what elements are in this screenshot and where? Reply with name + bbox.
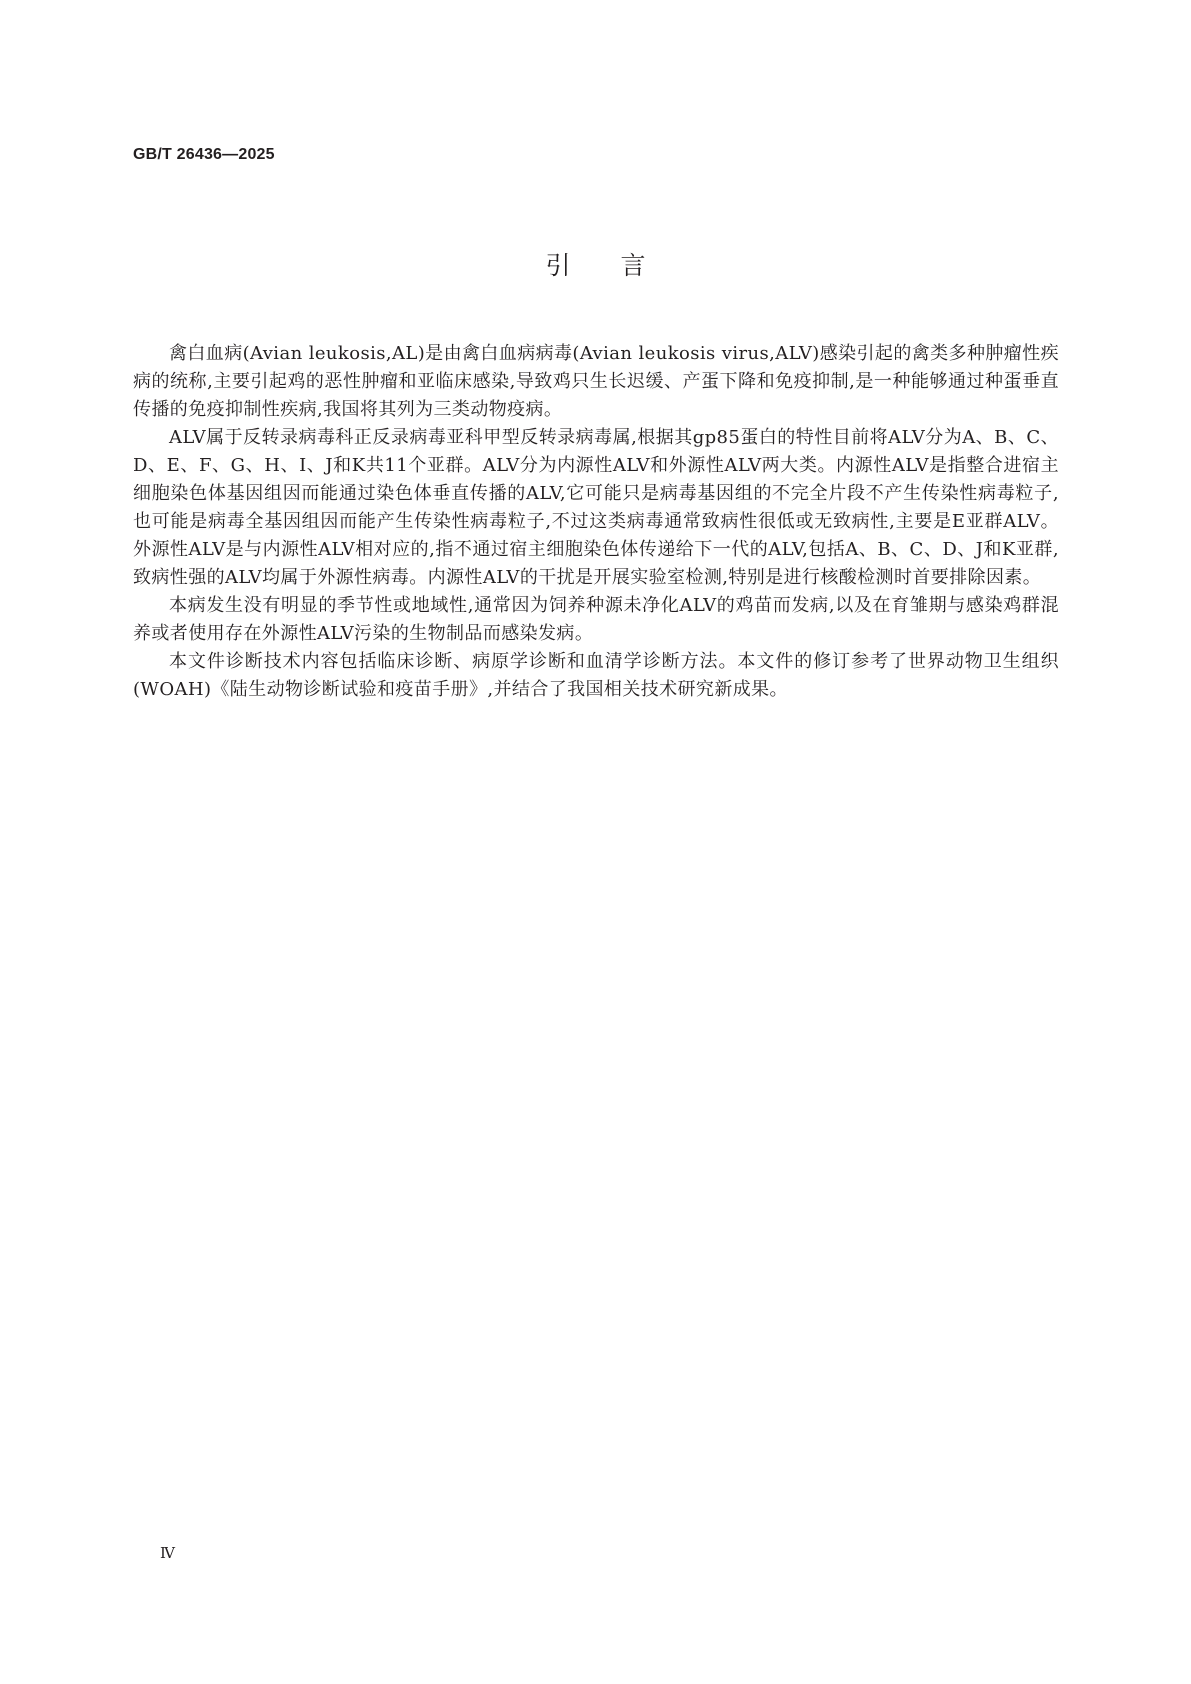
paragraph-avian-leukosis-definition: 禽白血病(Avian leukosis,AL)是由禽白血病病毒(Avian leukosis virus,ALV)感染引起的禽类多种肿瘤性疾病的统称,主要引起鸡的恶性肿瘤和亚临床感染,导致鸡只生长迟缓、产蛋下降和免疫抑制,是一种能够通过种蛋垂直传播的免疫抑制性疾病,我国将其列为三类动物疫病。 (133, 343, 1059, 420)
paragraph-epidemiology: 本病发生没有明显的季节性或地域性,通常因为饲养种源未净化ALV的鸡苗而发病,以及在育雏期与感染鸡群混养或者使用存在外源性ALV污染的生物制品而感染发病。 (133, 595, 1059, 644)
paragraph-document-scope: 本文件诊断技术内容包括临床诊断、病原学诊断和血清学诊断方法。本文件的修订参考了世界动物卫生组织(WOAH)《陆生动物诊断试验和疫苗手册》,并结合了我国相关技术研究新成果。 (133, 651, 1059, 700)
paragraph-alv-classification: ALV属于反转录病毒科正反录病毒亚科甲型反转录病毒属,根据其gp85蛋白的特性目前将ALV分为A、B、C、D、E、F、G、H、I、J和K共11个亚群。ALV分为内源性ALV和外源性ALV两大类。内源性ALV是指整合进宿主细胞染色体基因组因而能通过染色体垂直传播的ALV,它可能只是病毒基因组的不完全片段不产生传染性病毒粒子,也可能是病毒全基因组因而能产生传染性病毒粒子,不过这类病毒通常致病性很低或无致病性,主要是E亚群ALV。外源性ALV是与内源性ALV相对应的,指不通过宿主细胞染色体传递给下一代的ALV,包括A、B、C、D、J和K亚群,致病性强的ALV均属于外源性病毒。内源性ALV的干扰是开展实验室检测,特别是进行核酸检测时首要排除因素。 (133, 427, 1059, 588)
standard-number-header: GB/T 26436—2025 (133, 146, 275, 163)
page-number: Ⅳ (160, 1544, 175, 1562)
introduction-body (133, 340, 1059, 704)
page-title: 引言 (545, 251, 696, 280)
